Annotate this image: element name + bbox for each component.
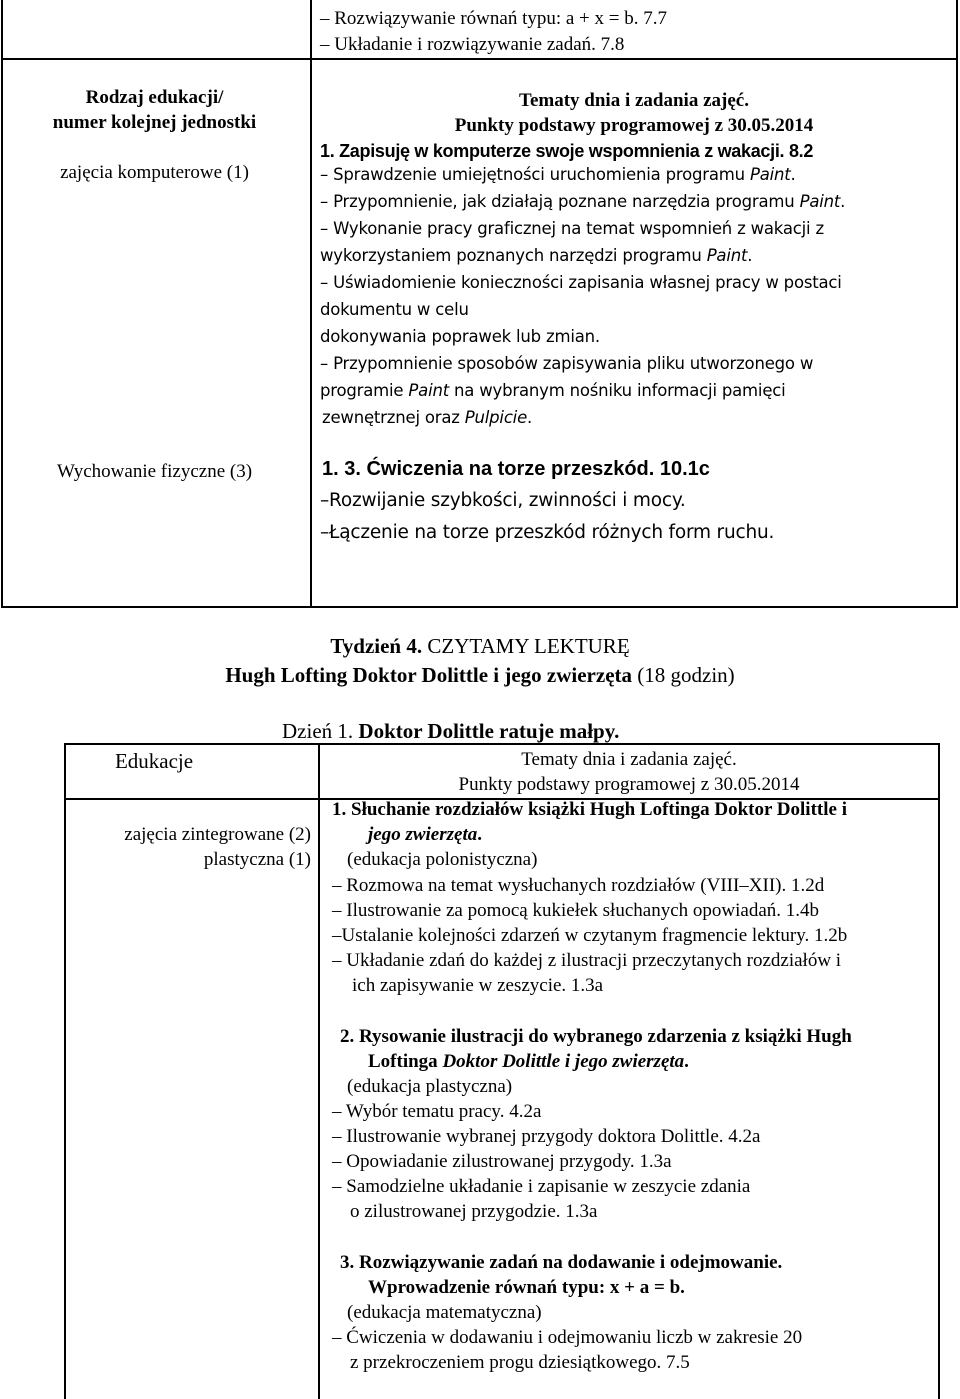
week-number: Tydzień 4.	[330, 634, 423, 658]
left-header-line-2: numer kolejnej jednostki	[52, 112, 257, 133]
comp-line-text: – Przypomnienie, jak działają poznane narzędzia programu	[320, 192, 800, 211]
week-theme: CZYTAMY LEKTURĘ	[427, 634, 630, 658]
s1-item-4: – Układanie zdań do każdej z ilustracji przeczytanych rozdziałów i	[332, 950, 842, 971]
comp-line-text: dokumentu w celu	[320, 300, 469, 319]
comp-line-text: – Przypomnienie sposobów zapisywania pliku utworzonego w	[320, 354, 814, 373]
s2-item-3: – Opowiadanie zilustrowanej przygody. 1.3a	[332, 1151, 672, 1172]
comp-label: zajęcia komputerowe (1)	[60, 162, 249, 183]
table1-left-cell	[2, 59, 311, 607]
comp-line	[320, 215, 845, 242]
s1-item-1: – Rozmowa na temat wysłuchanych rozdziałów (VIII–XII). 1.2d	[332, 875, 825, 896]
pe-line-2: –Łączenie na torze przeszkód różnych form ruchu.	[320, 522, 775, 543]
comp-line-text: – Sprawdzenie umiejętności uruchomienia programu	[320, 165, 750, 184]
s1-sub: (edukacja polonistyczna)	[347, 849, 538, 870]
comp-line-end: .	[840, 192, 846, 211]
s3-title-b: Wprowadzenie równań typu: x + a = b.	[368, 1277, 685, 1298]
table2-left-labels	[124, 822, 311, 872]
comp-line-italic: Paint	[706, 246, 748, 265]
s2-item-2: – Ilustrowanie wybranej przygody doktora Dolittle. 4.2a	[332, 1126, 761, 1147]
s2-sub: (edukacja plastyczna)	[347, 1076, 513, 1097]
comp-line-end: na wybranym nośniku informacji pamięci	[449, 381, 786, 400]
edukacje-header: Edukacje	[114, 749, 194, 773]
right-header	[310, 88, 958, 138]
s2-title-b	[368, 1049, 689, 1074]
s2-book-title: Doktor Dolittle i jego zwierzęta	[442, 1051, 685, 1072]
comp-title: 1. Zapisuję w komputerze swoje wspomnienia z wakacji. 8.2	[320, 141, 814, 161]
right-header-line-2: Punkty podstawy programowej z 30.05.2014	[454, 115, 814, 136]
comp-line-text: programie	[320, 381, 409, 400]
pe-title: 1. 3. Ćwiczenia na torze przeszkód. 10.1c	[322, 458, 710, 480]
comp-lines	[320, 161, 845, 431]
s1-title-a: 1. Słuchanie rozdziałów książki Hugh Loftinga Doktor Dolittle i	[332, 799, 847, 820]
comp-line-end: .	[747, 246, 753, 265]
comp-line-text: – Wykonanie pracy graficznej na temat wspomnień z wakacji z	[320, 219, 824, 238]
comp-line	[320, 377, 845, 404]
left-header	[1, 85, 308, 135]
s2-item-4: – Samodzielne układanie i zapisanie w zeszycie zdania	[332, 1176, 751, 1197]
table2-left-cell	[65, 799, 319, 1399]
s1-item-3: –Ustalanie kolejności zdarzeń w czytanym fragmencie lektury. 1.2b	[332, 925, 848, 946]
top-item-2: – Układanie i rozwiązywanie zadań. 7.8	[320, 34, 625, 55]
day-title: Doktor Dolittle ratuje małpy.	[358, 719, 620, 743]
s3-sub: (edukacja matematyczna)	[347, 1302, 542, 1323]
s1-title-end: .	[477, 824, 482, 845]
table2-right-header-line-1: Tematy dnia i zadania zajęć.	[521, 749, 737, 770]
comp-line-text: dokonywania poprawek lub zmian.	[320, 327, 600, 346]
week-line-1	[0, 632, 960, 660]
s1-item-2: – Ilustrowanie za pomocą kukiełek słuchanych opowiadań. 1.4b	[332, 900, 819, 921]
s1-item-5: ich zapisywanie w zeszycie. 1.3a	[352, 975, 604, 996]
comp-line	[320, 404, 845, 431]
s3-item-1: – Ćwiczenia w dodawaniu i odejmowaniu liczb w zakresie 20	[332, 1327, 803, 1348]
s2-item-5: o zilustrowanej przygodzie. 1.3a	[350, 1201, 598, 1222]
table2-right-header-line-2: Punkty podstawy programowej z 30.05.2014	[458, 774, 800, 795]
comp-line	[320, 242, 845, 269]
comp-line	[320, 269, 845, 296]
top-item-1: – Rozwiązywanie równań typu: a + x = b. 7.7	[320, 8, 667, 29]
day-prefix: Dzień 1.	[282, 719, 354, 743]
s1-book-title: jego zwierzęta	[368, 824, 478, 845]
table1-top-left-cell	[2, 0, 311, 59]
s3-title-a: 3. Rozwiązywanie zadań na dodawanie i odejmowanie.	[340, 1252, 783, 1273]
s2-title-a: 2. Rysowanie ilustracji do wybranego zdarzenia z książki Hugh	[340, 1026, 852, 1047]
comp-line-text: – Uświadomienie konieczności zapisania własnej pracy w postaci	[320, 273, 842, 292]
book-title: Hugh Lofting Doktor Dolittle i jego zwierzęta	[225, 663, 633, 687]
comp-line-italic: Paint	[749, 165, 791, 184]
s3-item-2: z przekroczeniem progu dziesiątkowego. 7.5	[350, 1352, 690, 1373]
comp-line-end: .	[527, 408, 533, 427]
label-plastyczna: plastyczna (1)	[203, 849, 311, 870]
comp-line-italic: Paint	[408, 381, 449, 400]
day-heading	[282, 717, 619, 745]
comp-line-italic: Paint	[799, 192, 841, 211]
comp-line	[320, 296, 845, 323]
right-header-line-1: Tematy dnia i zadania zajęć.	[519, 90, 749, 111]
comp-line-text: wykorzystaniem poznanych narzędzi programu	[320, 246, 707, 265]
comp-line	[320, 323, 845, 350]
pe-label: Wychowanie fizyczne (3)	[56, 461, 253, 482]
s2-title-pre: Loftinga	[368, 1051, 443, 1072]
comp-line	[320, 350, 845, 377]
comp-line	[320, 161, 845, 188]
table2-right-header	[318, 747, 940, 797]
pe-line-1: –Rozwijanie szybkości, zwinności i mocy.	[320, 490, 686, 511]
week-line-2	[0, 661, 960, 689]
label-zintegrowane: zajęcia zintegrowane (2)	[124, 824, 311, 845]
s2-title-end: .	[684, 1051, 689, 1072]
left-header-line-1: Rodzaj edukacji/	[85, 87, 224, 108]
comp-line-italic: Pulpicie	[464, 408, 528, 427]
comp-line-text: zewnętrznej oraz	[322, 408, 465, 427]
book-hours: (18 godzin)	[637, 663, 735, 687]
s1-title-b	[368, 822, 482, 847]
comp-line-end: .	[790, 165, 796, 184]
s2-item-1: – Wybór tematu pracy. 4.2a	[332, 1101, 542, 1122]
comp-line	[320, 188, 845, 215]
